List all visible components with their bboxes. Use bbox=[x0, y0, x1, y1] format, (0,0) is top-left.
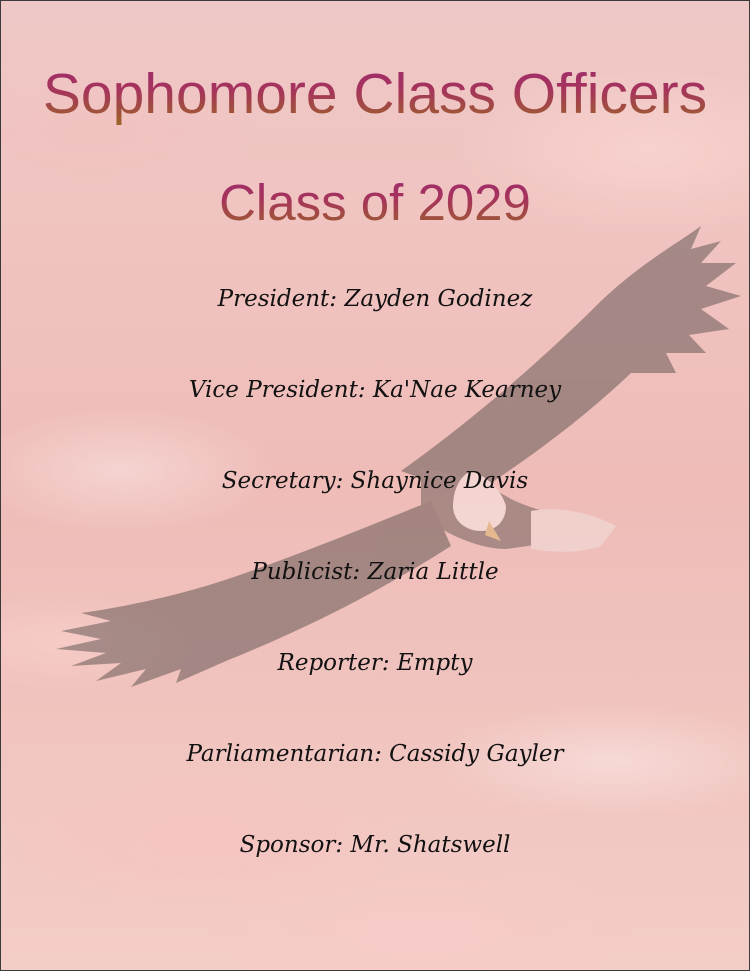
officer-vice-president: Vice President: Ka'Nae Kearney bbox=[188, 377, 562, 403]
class-year-subtitle: Class of 2029 bbox=[1, 171, 749, 235]
officer-sponsor: Sponsor: Mr. Shatswell bbox=[239, 832, 511, 858]
page-title: Sophomore Class Officers bbox=[1, 59, 749, 129]
officer-president: President: Zayden Godinez bbox=[217, 286, 533, 312]
officer-list bbox=[1, 277, 749, 914]
officer-secretary: Secretary: Shaynice Davis bbox=[221, 468, 529, 494]
officer-publicist: Publicist: Zaria Little bbox=[251, 559, 499, 585]
officer-reporter: Reporter: Empty bbox=[277, 650, 473, 676]
officer-parliamentarian: Parliamentarian: Cassidy Gayler bbox=[186, 741, 564, 767]
